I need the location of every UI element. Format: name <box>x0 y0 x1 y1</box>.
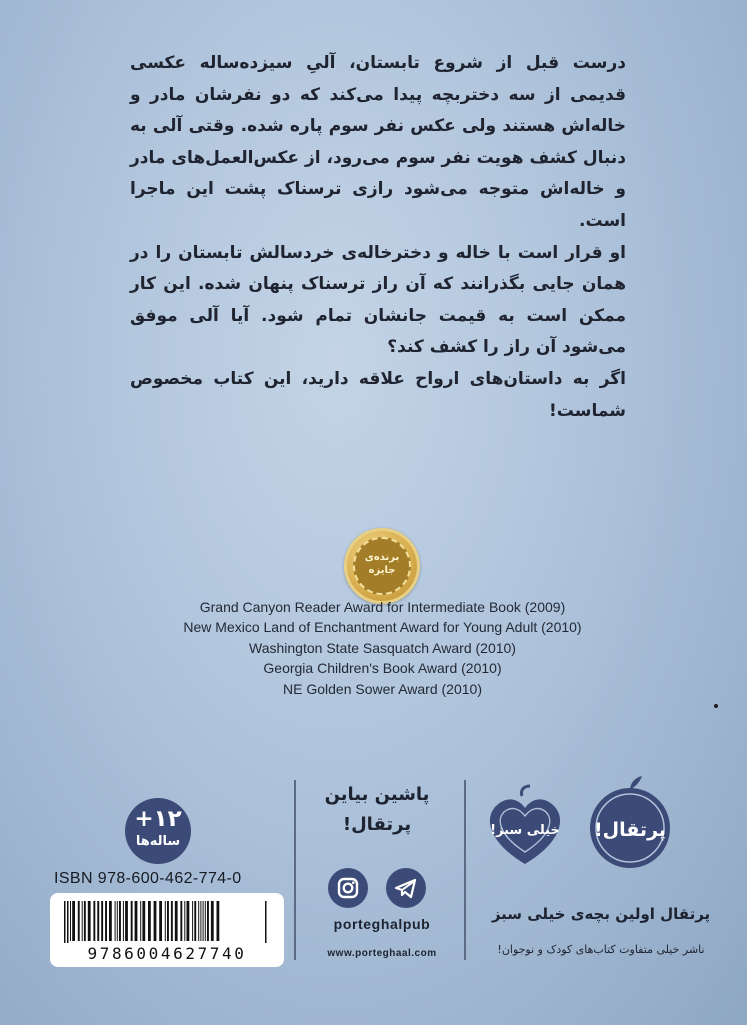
barcode-bar <box>203 901 204 941</box>
kheili-sabz-logo <box>478 782 572 874</box>
barcode-bar <box>125 901 128 941</box>
footer-divider <box>464 780 466 960</box>
award-item: NE Golden Sower Award (2010) <box>283 680 482 697</box>
synopsis-paragraph-1: درست قبل از شروع تابستان، آلیِ سیزده‌ساله عکسی قدیمی از سه دختربچه پیدا می‌کند که دو نفرشان مادر و خاله‌اش هستند ولی عکس نفر سوم پاره شده. وقتی آلی به دنبال کشف هویت نفر سوم می‌رود، از عکس‌العمل‌های مادر و خاله‌اش متوجه می‌شود رازی ترسناک پشت این ماجرا است. <box>130 53 626 231</box>
award-seal-icon <box>344 528 420 604</box>
barcode-bar <box>140 901 141 941</box>
footer-divider <box>294 780 296 960</box>
publisher-slogan: پرتقال اولین بچه‌ی خیلی سبز <box>491 905 711 923</box>
instagram-icon[interactable] <box>328 868 368 908</box>
synopsis-paragraph-3: اگر به داستان‌های ارواح علاقه دارید، این کتاب مخصوص شماست! <box>130 368 626 421</box>
barcode-bar <box>265 901 267 943</box>
website-link[interactable]: www.porteghaal.com <box>327 948 437 959</box>
barcode-bar <box>175 901 178 941</box>
barcode-bar <box>119 901 121 941</box>
award-item: New Mexico Land of Enchantment Award for Young Adult (2010) <box>183 619 582 636</box>
synopsis <box>130 48 626 427</box>
award-seal-line1: برنده‌ی <box>364 552 400 563</box>
award-item: Georgia Children's Book Award (2010) <box>263 660 502 677</box>
award-item: Grand Canyon Reader Award for Intermediate Book (2009) <box>199 599 566 615</box>
decorative-dot <box>714 704 718 708</box>
synopsis-paragraph-2: او قرار است با خاله و دخترخاله‌ی خردسالش تابستان را در همان جایی بگذرانند که آن راز ترسناک پنهان شده. این کار ممکن است به قیمت جانشان تمام شود. آیا آلی موفق می‌شود آن راز را کشف کند؟ <box>130 242 626 358</box>
award-item: Washington State Sasquatch Award (2010) <box>249 639 516 656</box>
barcode-bar <box>64 901 66 943</box>
barcode-bar <box>180 901 182 941</box>
publisher-tagline: ناشر خیلی متفاوت کتاب‌های کودک و نوجوان! <box>497 943 705 956</box>
barcode-bar <box>167 901 169 941</box>
social-handle[interactable]: porteghalpub <box>333 916 431 932</box>
barcode-bar <box>70 901 71 941</box>
barcode-bar <box>105 901 107 941</box>
porteghal-logo-text: پرتقال! <box>593 819 667 841</box>
barcode-bar <box>165 901 166 941</box>
follow-us-line1: پاشین بیاین <box>324 784 430 805</box>
barcode-bar <box>88 901 91 941</box>
barcode-bar <box>207 901 209 941</box>
barcode-bar <box>72 901 75 941</box>
barcode-bar <box>198 901 199 941</box>
barcode-bar <box>82 901 83 941</box>
barcode-bar <box>93 901 95 941</box>
barcode-bar <box>131 901 133 941</box>
barcode-bar <box>200 901 201 941</box>
barcode-bar <box>135 901 138 941</box>
isbn-text: ISBN 978-600-462-774-0 <box>54 870 242 887</box>
barcode-digits: 9786004627740 <box>87 944 247 963</box>
barcode-bar <box>109 901 112 941</box>
barcode-bar <box>194 901 196 941</box>
barcode-bar <box>205 901 206 941</box>
barcode-bars <box>62 901 272 943</box>
porteghal-logo <box>582 770 678 870</box>
follow-us-text <box>312 780 442 840</box>
age-rating-badge <box>125 798 191 864</box>
barcode-bar <box>148 901 151 941</box>
follow-us-line2: پرتقال! <box>342 814 412 835</box>
barcode-bar <box>142 901 145 941</box>
barcode-bar <box>154 901 157 941</box>
barcode-bar <box>184 901 185 941</box>
telegram-icon[interactable] <box>386 868 426 908</box>
award-seal-line2: جایزه <box>368 565 396 576</box>
awards-list <box>150 597 615 699</box>
barcode-bar <box>192 901 193 941</box>
age-rating-label: ساله‌ها <box>135 834 181 849</box>
barcode-bar <box>211 901 214 941</box>
barcode-bar <box>97 901 99 941</box>
age-rating-number: +۱۲ <box>134 806 182 832</box>
barcode-bar <box>78 901 80 941</box>
barcode <box>50 893 284 967</box>
barcode-bar <box>217 901 220 941</box>
barcode-bar <box>67 901 69 943</box>
kheili-sabz-logo-text: خیلی سبز! <box>490 823 560 838</box>
barcode-bar <box>187 901 190 941</box>
barcode-bar <box>101 901 103 941</box>
barcode-bar <box>123 901 124 941</box>
barcode-bar <box>159 901 162 941</box>
barcode-bar <box>171 901 173 941</box>
barcode-bar <box>115 901 116 941</box>
barcode-bar <box>117 901 118 941</box>
barcode-bar <box>84 901 86 941</box>
